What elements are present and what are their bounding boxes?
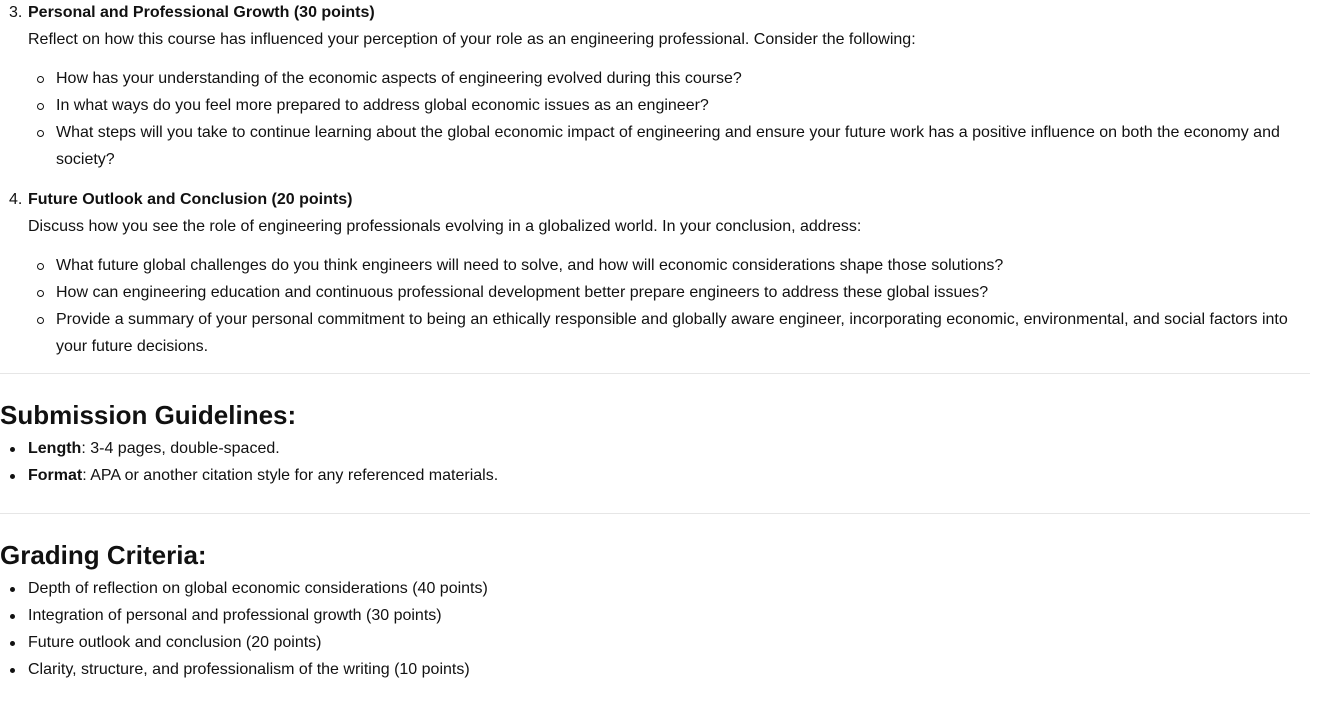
circle-bullet-icon — [37, 76, 44, 83]
circle-bullet-icon — [37, 103, 44, 110]
question-text: Provide a summary of your personal commitment to being an ethically responsible and globally aware engineer, incorporating economic, environmental, and social factors into your future decisions. — [56, 311, 1288, 355]
circle-bullet-icon — [37, 130, 44, 137]
bullet-icon — [10, 641, 15, 646]
section-divider — [0, 513, 1310, 514]
circle-bullet-icon — [37, 290, 44, 297]
bullet-icon — [10, 447, 15, 452]
list-item — [0, 602, 1310, 629]
list-item — [0, 462, 1310, 489]
list-item — [0, 656, 1310, 683]
bullet-icon — [10, 614, 15, 619]
section-number: 4. — [9, 191, 23, 208]
question-text: What steps will you take to continue learning about the global economic impact of engineering and ensure your future work has a positive influence on both the economy and society? — [56, 124, 1280, 168]
grading-criteria-heading: Grading Criteria: — [0, 540, 207, 570]
submission-guidelines-list — [0, 435, 1310, 489]
guideline-label: Length — [28, 440, 82, 457]
bullet-icon — [10, 587, 15, 592]
criterion-text: Clarity, structure, and professionalism of the writing (10 points) — [28, 661, 470, 678]
list-item — [28, 92, 1310, 119]
criterion-text: Future outlook and conclusion (20 points) — [28, 634, 322, 651]
circle-bullet-icon — [37, 263, 44, 270]
section-number: 3. — [9, 4, 23, 21]
guideline-text: : APA or another citation style for any referenced materials. — [82, 467, 499, 484]
section-description: Reflect on how this course has influenced your perception of your role as an engineering professional. Consider the following: — [28, 31, 916, 48]
criterion-text: Depth of reflection on global economic considerations (40 points) — [28, 580, 488, 597]
guideline-label: Format — [28, 467, 83, 484]
submission-guidelines-heading: Submission Guidelines: — [0, 400, 297, 430]
question-text: What future global challenges do you think engineers will need to solve, and how will economic considerations shape those solutions? — [56, 257, 1004, 274]
grading-criteria-list — [0, 575, 1310, 683]
list-item — [28, 65, 1310, 92]
list-item — [28, 252, 1310, 279]
criterion-text: Integration of personal and professional growth (30 points) — [28, 607, 442, 624]
assignment-sections-list — [0, 0, 1310, 360]
bullet-icon — [10, 668, 15, 673]
list-item — [0, 575, 1310, 602]
section-title: Personal and Professional Growth (30 points) — [28, 4, 375, 21]
question-text: In what ways do you feel more prepared to address global economic issues as an engineer? — [56, 97, 709, 114]
section-divider — [0, 373, 1310, 374]
list-item — [28, 119, 1310, 173]
section-item-3 — [0, 0, 1310, 173]
section-description: Discuss how you see the role of engineering professionals evolving in a globalized world. In your conclusion, address: — [28, 218, 862, 235]
question-text: How has your understanding of the economic aspects of engineering evolved during this course? — [56, 70, 742, 87]
section-questions-list — [28, 252, 1310, 360]
list-item — [0, 435, 1310, 462]
section-questions-list — [28, 65, 1310, 173]
section-item-4 — [0, 186, 1310, 360]
bullet-icon — [10, 474, 15, 479]
list-item — [28, 279, 1310, 306]
list-item — [28, 306, 1310, 360]
question-text: How can engineering education and continuous professional development better prepare engineers to address these global issues? — [56, 284, 989, 301]
circle-bullet-icon — [37, 317, 44, 324]
list-item — [0, 629, 1310, 656]
guideline-text: : 3-4 pages, double-spaced. — [81, 440, 280, 457]
section-title: Future Outlook and Conclusion (20 points) — [28, 191, 353, 208]
